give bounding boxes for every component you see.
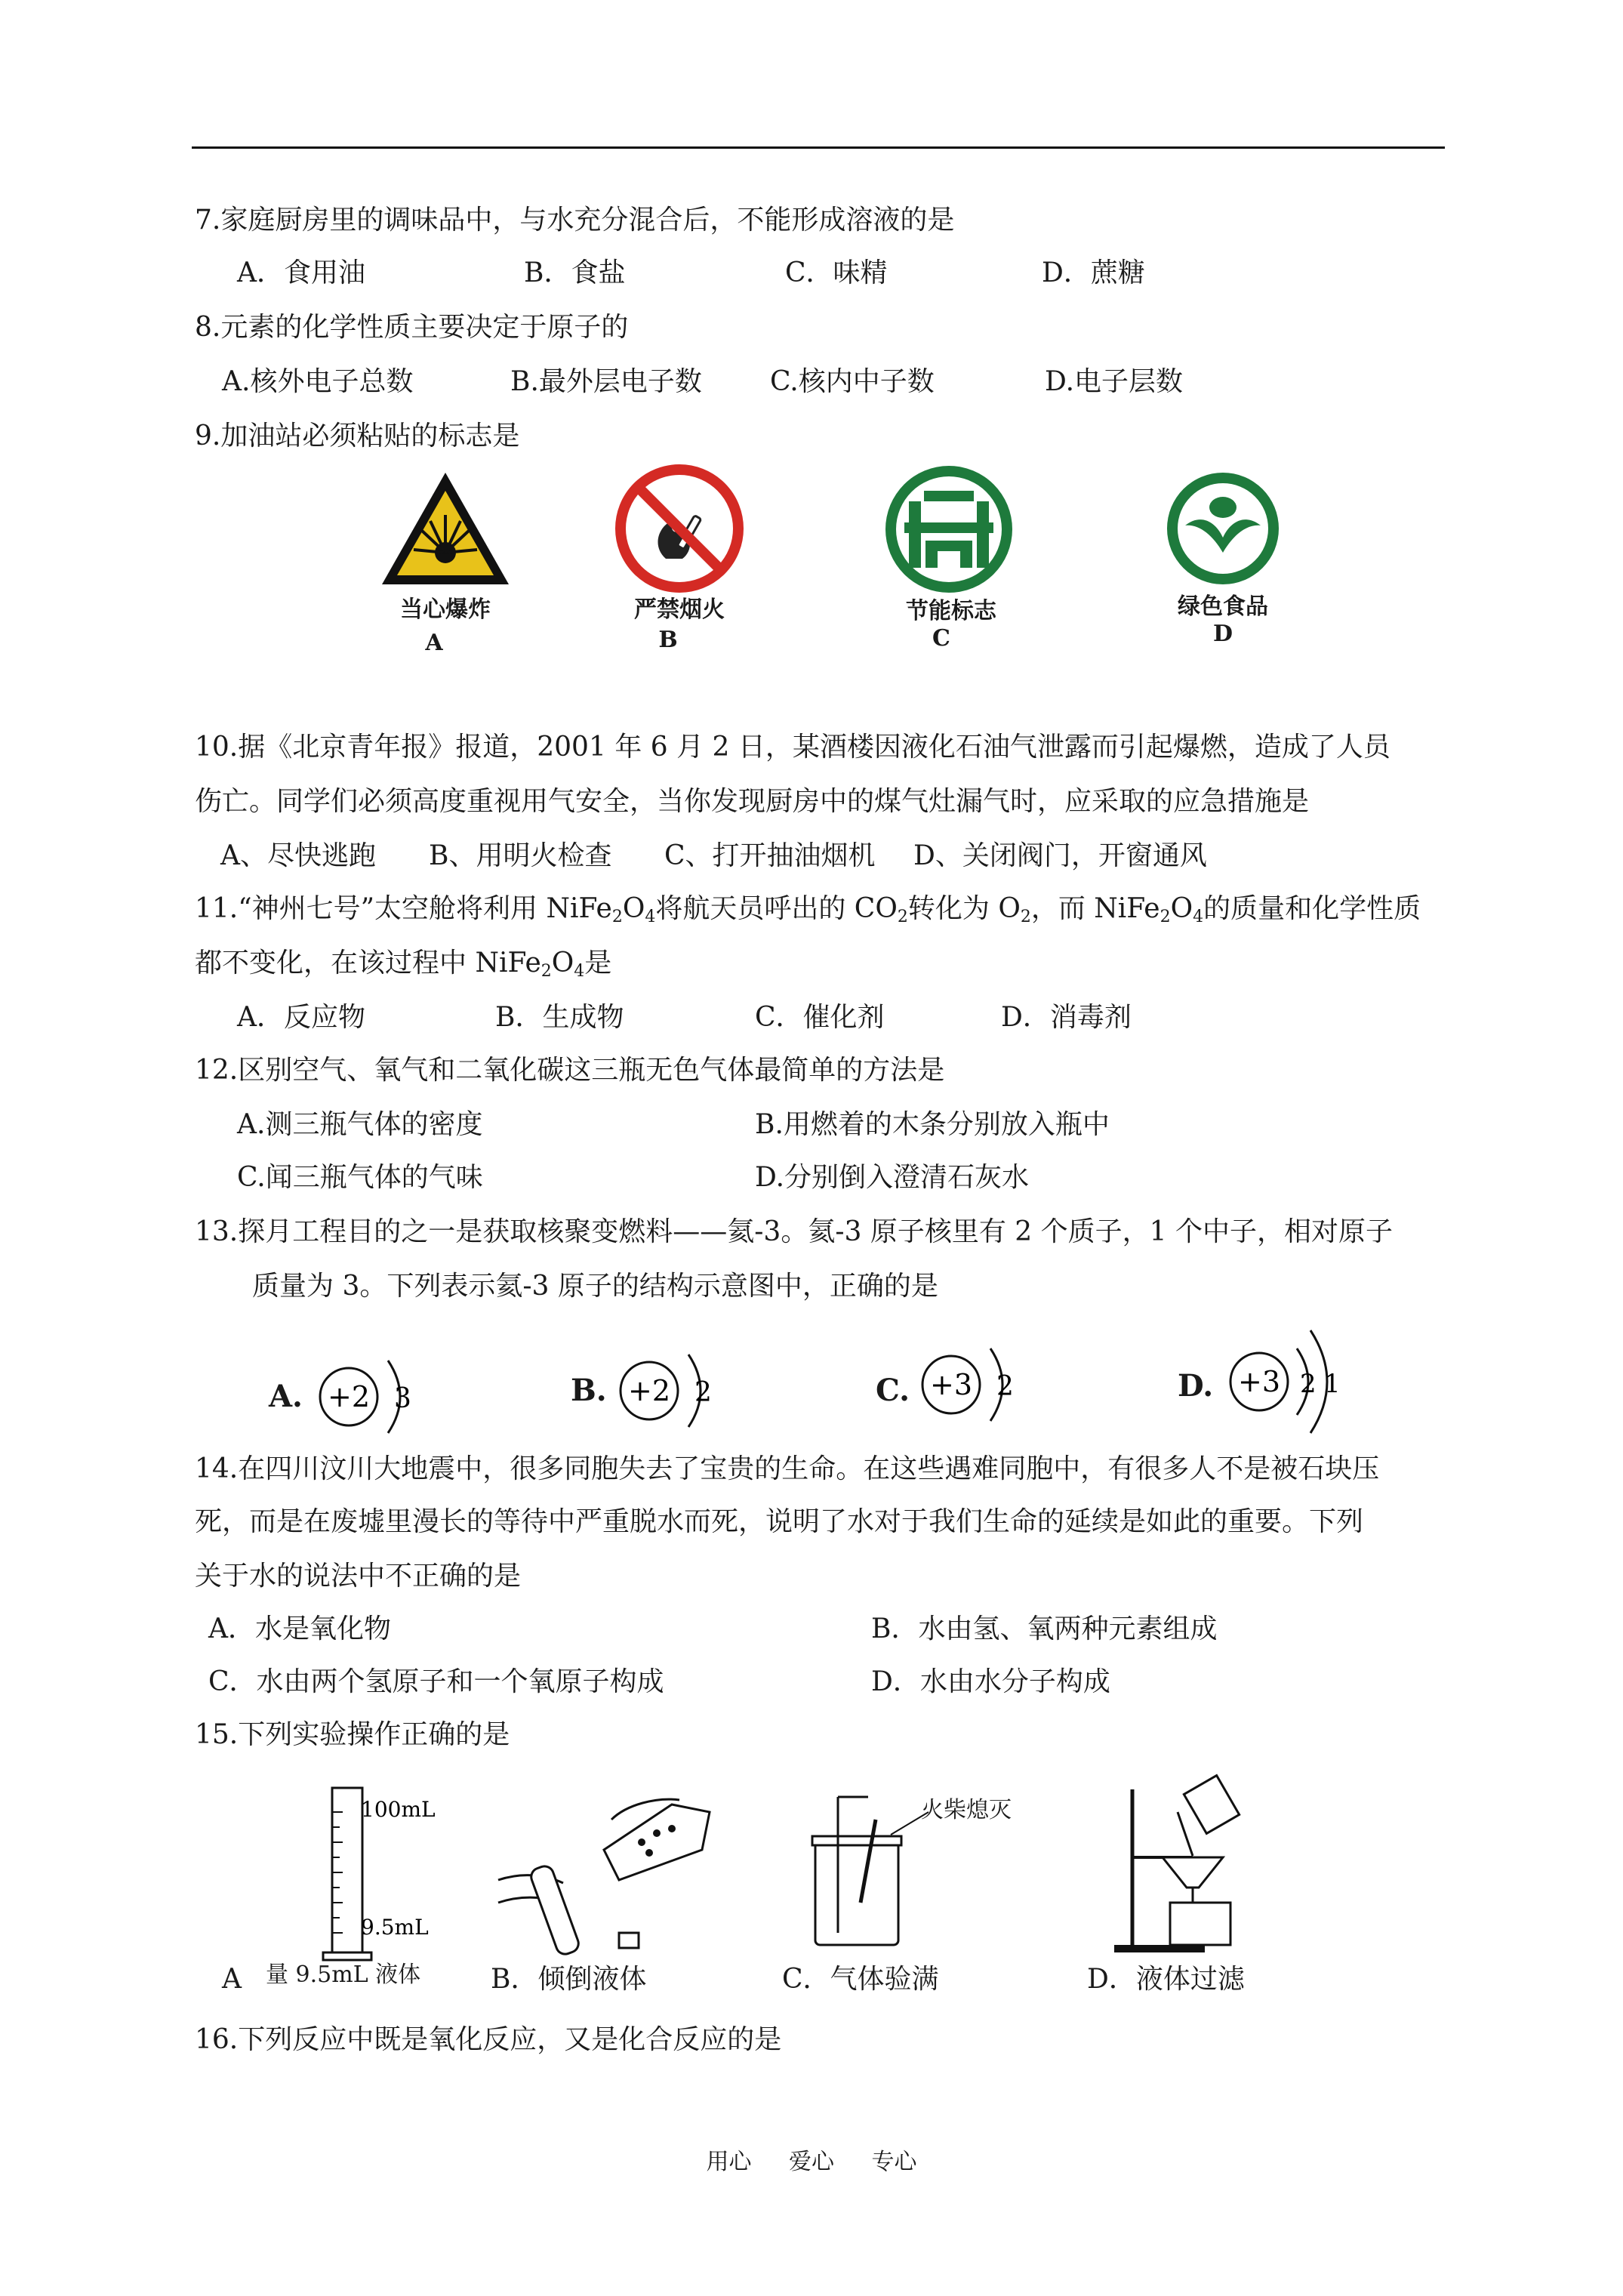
- q14-option-c: C．水由两个氢原子和一个氧原子构成: [208, 1666, 664, 1697]
- sign-d-caption: 绿色食品: [1178, 593, 1268, 620]
- q9-stem: 9.加油站必须粘贴的标志是: [195, 421, 520, 451]
- q10-option-b: B、用明火检查: [429, 840, 612, 871]
- atom-c-nucleus: +3: [929, 1368, 973, 1401]
- q14-option-b: B．水由氢、氧两种元素组成: [871, 1613, 1218, 1644]
- q12-option-a: A.测三瓶气体的密度: [237, 1109, 483, 1140]
- page-footer: 用心 爱心 专心: [706, 2149, 917, 2175]
- no-fire-icon: [613, 462, 746, 595]
- q8-stem: 8.元素的化学性质主要决定于原子的: [195, 312, 629, 343]
- sign-b-caption: 严禁烟火: [634, 596, 725, 623]
- atom-diagram-c: [918, 1339, 1024, 1430]
- q11-option-c: C．催化剂: [755, 1002, 885, 1033]
- q11-line-1: 11.“神州七号”太空舱将利用 $NiFe_2O_4$将航天员呼出的 $CO_2$转化为 $O_2$，而 $NiFe_2O_4$的质量和化学性质: [195, 893, 1421, 926]
- q7-option-a: A．食用油: [237, 257, 365, 288]
- atom-d-shell-1: 2: [1300, 1369, 1317, 1399]
- atom-c-letter: C.: [876, 1373, 910, 1408]
- q8-option-d: D.电子层数: [1045, 366, 1184, 397]
- q14-line-1: 14.在四川汶川大地震中，很多同胞失去了宝贵的生命。在这些遇难同胞中，有很多人不是被石块压: [195, 1453, 1380, 1484]
- atom-d-nucleus: +3: [1237, 1365, 1281, 1398]
- sign-c-caption: 节能标志: [906, 598, 996, 624]
- q12-option-d: D.分别倒入澄清石灰水: [755, 1162, 1030, 1193]
- q10-line-2: 伤亡。同学们必须高度重视用气安全，当你发现厨房中的煤气灶漏气时，应采取的应急措施是: [195, 786, 1310, 817]
- cylinder-bottom-label: 9.5mL: [361, 1915, 429, 1940]
- header-rule: [192, 146, 1445, 149]
- q12-option-b: B.用燃着的木条分别放入瓶中: [755, 1109, 1110, 1140]
- q10-option-d: D、关闭阀门，开窗通风: [913, 840, 1207, 871]
- atom-b-letter: B.: [571, 1373, 607, 1408]
- q10-option-c: C、打开抽油烟机: [664, 840, 876, 871]
- graduated-cylinder-icon: [317, 1782, 438, 1971]
- q15-option-a-caption: 量 9.5mL 液体: [266, 1962, 421, 1988]
- filtration-apparatus-icon: [1110, 1767, 1261, 1955]
- energy-saving-icon: [882, 462, 1016, 596]
- q11-line-2: 都不变化，在该过程中 $NiFe_2O_4$是: [195, 948, 612, 981]
- q11-option-d: D．消毒剂: [1001, 1002, 1132, 1033]
- q15-stem: 15.下列实验操作正确的是: [195, 1719, 510, 1750]
- match-extinguished-label: 火柴熄灭: [921, 1797, 1012, 1823]
- atom-diagram-a: [316, 1351, 421, 1442]
- sign-c-letter: C: [932, 625, 950, 652]
- sign-a-letter: A: [425, 630, 443, 656]
- q8-option-c: C.核内中子数: [770, 366, 935, 397]
- q7-stem: 7.家庭厨房里的调味品中，与水充分混合后，不能形成溶液的是: [195, 205, 955, 236]
- q16-stem: 16.下列反应中既是氧化反应，又是化合反应的是: [195, 2024, 782, 2055]
- q13-line-1: 13.探月工程目的之一是获取核聚变燃料——氦-3。氦-3 原子核里有 2 个质子，1 个中子，相对原子: [195, 1216, 1393, 1247]
- q10-option-a: A、尽快逃跑: [220, 840, 376, 871]
- atom-a-shell-1: 3: [394, 1383, 411, 1414]
- atom-a-nucleus: +2: [327, 1380, 371, 1413]
- q14-line-2: 死，而是在废墟里漫长的等待中严重脱水而死，说明了水对于我们生命的延续是如此的重要。下列: [195, 1506, 1364, 1537]
- q8-option-b: B.最外层电子数: [510, 366, 702, 397]
- q12-stem: 12.区别空气、氧气和二氧化碳这三瓶无色气体最简单的方法是: [195, 1055, 945, 1086]
- q7-option-c: C．味精: [785, 257, 888, 288]
- sign-b-letter: B: [658, 627, 678, 653]
- q15-option-a-letter: A: [222, 1964, 242, 1995]
- q15-option-c: C．气体验满: [782, 1964, 939, 1995]
- q15-option-d: D．液体过滤: [1087, 1964, 1245, 1995]
- pouring-liquid-icon: [491, 1789, 717, 1955]
- q11-option-b: B．生成物: [495, 1002, 624, 1033]
- q14-option-a: A．水是氧化物: [208, 1613, 391, 1644]
- atom-d-shell-2: 1: [1324, 1369, 1341, 1399]
- q7-option-b: B．食盐: [524, 257, 626, 288]
- atom-diagram-d: [1226, 1326, 1347, 1439]
- q15-option-b: B．倾倒液体: [491, 1964, 647, 1995]
- explosion-warning-icon: [377, 468, 513, 589]
- q11-option-a: A．反应物: [237, 1002, 365, 1033]
- atom-b-shell-1: 2: [694, 1377, 712, 1408]
- atom-a-letter: A.: [269, 1379, 303, 1414]
- atom-c-shell-1: 2: [996, 1371, 1014, 1402]
- green-food-icon: [1163, 468, 1283, 589]
- cylinder-top-label: 100mL: [361, 1797, 436, 1822]
- q14-line-3: 关于水的说法中不正确的是: [195, 1561, 522, 1592]
- q10-line-1: 10.据《北京青年报》报道，2001 年 6 月 2 日，某酒楼因液化石油气泄露而引起爆燃，造成了人员: [195, 732, 1390, 763]
- q8-option-a: A.核外电子总数: [222, 366, 414, 397]
- atom-d-letter: D.: [1178, 1368, 1214, 1404]
- q12-option-c: C.闻三瓶气体的气味: [237, 1162, 483, 1193]
- q13-line-2: 质量为 3。下列表示氦-3 原子的结构示意图中，正确的是: [252, 1271, 938, 1302]
- atom-b-nucleus: +2: [627, 1374, 671, 1407]
- sign-d-letter: D: [1212, 621, 1233, 647]
- atom-diagram-b: [616, 1345, 722, 1436]
- q14-option-d: D．水由水分子构成: [871, 1666, 1110, 1697]
- sign-a-caption: 当心爆炸: [400, 596, 491, 623]
- q7-option-d: D．蔗糖: [1042, 257, 1145, 288]
